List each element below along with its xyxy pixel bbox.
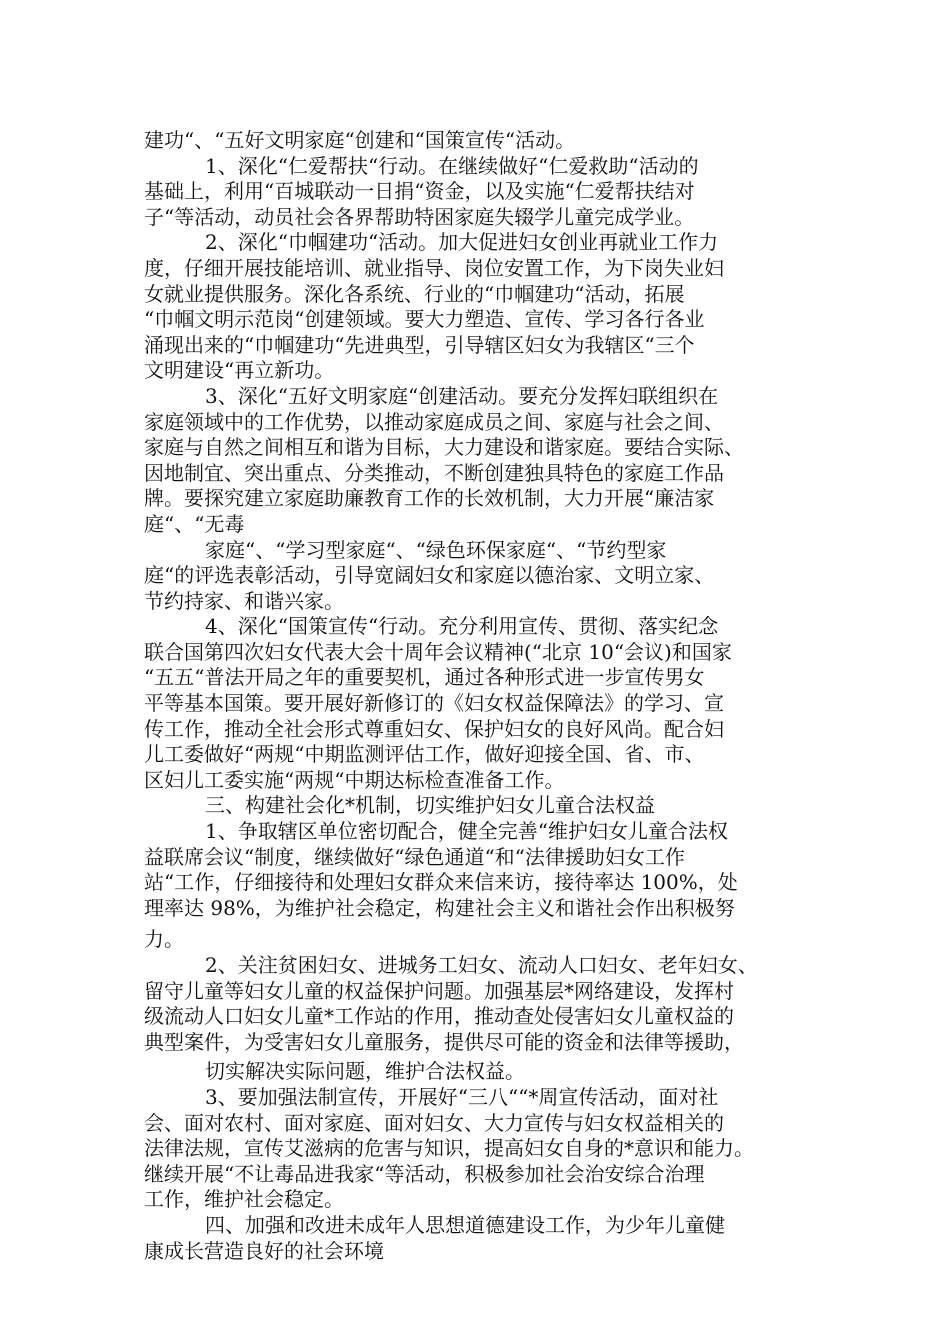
text-line: 因地制宜、突出重点、分类推动，不断创建独具特色的家庭工作品 (144, 460, 724, 485)
text-line: 3、深化“五好文明家庭“创建活动。要充分发挥妇联组织在 (205, 383, 719, 408)
text-line: 益联席会议“制度，继续做好“绿色通道“和“法律援助妇女工作 (144, 844, 685, 869)
text-line: 留守儿童等妇女儿童的权益保护问题。加强基层*网络建设，发挥村 (144, 978, 734, 1003)
text-line: 文明建设“再立新功。 (144, 358, 335, 383)
text-line: 家庭“、“学习型家庭“、“绿色环保家庭“、“节约型家 (205, 537, 667, 562)
text-line: 理率达 98%，为维护社会稳定，构建社会主义和谐社会作出积极努 (144, 895, 735, 920)
text-line: 康成长营造良好的社会环境 (144, 1238, 384, 1263)
text-line: 力。 (144, 927, 184, 952)
text-line: 女就业提供服务。深化各系统、行业的“巾帼建功“活动，拓展 (144, 281, 685, 306)
text-line: 1、深化“仁爱帮扶“行动。在继续做好“仁爱救助“活动的 (205, 153, 699, 178)
text-line: 牌。要探究建立家庭助廉教育工作的长效机制，大力开展“廉洁家 (144, 486, 715, 511)
text-line: 涌现出来的“巾帼建功“先进典型，引导辖区妇女为我辖区“三个 (144, 332, 695, 357)
text-line: 基础上，利用“百城联动一日捐“资金，以及实施“仁爱帮扶结对 (144, 179, 695, 204)
text-line: 继续开展“不让毒品进我家“等活动，积极参加社会治安综合治理 (144, 1161, 705, 1186)
text-line: 传工作，推动全社会形式尊重妇女、保护妇女的良好风尚。配合妇 (144, 716, 724, 741)
text-line: 建功“、“五好文明家庭“创建和“国策宣传“活动。 (144, 128, 576, 152)
text-line: 家庭与自然之间相互和谐为目标，大力建设和谐家庭。要结合实际、 (144, 435, 744, 460)
text-line: 会、面对农村、面对家庭、面对妇女、大力宣传与妇女权益相关的 (144, 1110, 724, 1135)
text-line: 4、深化“国策宣传“行动。充分利用宣传、贯彻、落实纪念 (205, 614, 719, 639)
text-line: 1、争取辖区单位密切配合，健全完善“维护妇女儿童合法权 (205, 819, 728, 844)
text-line: 三、构建社会化*机制，切实维护妇女儿童合法权益 (205, 793, 655, 818)
text-line: 庭“的评选表彰活动，引导宽阔妇女和家庭以德治家、文明立家、 (144, 563, 715, 588)
text-line: “巾帼文明示范岗“创建领域。要大力塑造、宣传、学习各行各业 (144, 307, 705, 332)
text-line: 家庭领域中的工作优势，以推动家庭成员之间、家庭与社会之间、 (144, 409, 724, 434)
text-line: 平等基本国策。要开展好新修订的《妇女权益保障法》的学习、宣 (144, 691, 724, 716)
text-line: 联合国第四次妇女代表大会十周年会议精神(“北京 10“会议)和国家 (144, 639, 732, 664)
text-line: 子“等活动，动员社会各界帮助特困家庭失辍学儿童完成学业。 (144, 204, 695, 229)
text-line: 2、关注贫困妇女、进城务工妇女、流动人口妇女、老年妇女、 (205, 953, 758, 977)
text-line: 工作，维护社会稳定。 (144, 1187, 344, 1212)
text-line: “五五“普法开局之年的重要契机，通过各种形式进一步宣传男女 (144, 665, 705, 690)
document-body (144, 128, 824, 1264)
text-line: 典型案件，为受害妇女儿童服务，提供尽可能的资金和法律等援助， (144, 1029, 744, 1054)
text-line: 节约持家、和谐兴家。 (144, 588, 344, 613)
text-line: 3、要加强法制宣传，开展好“三八““*周宣传活动，面对社 (205, 1084, 719, 1109)
text-line: 站“工作，仔细接待和处理妇女群众来信来访，接待率达 100%，处 (144, 870, 738, 895)
text-line: 庭“、“无毒 (144, 511, 245, 536)
text-line: 级流动人口妇女儿童*工作站的作用，推动查处侵害妇女儿童权益的 (144, 1004, 734, 1029)
text-line: 2、深化“巾帼建功“活动。加大促进妇女创业再就业工作力 (205, 230, 719, 255)
text-line: 儿工委做好“两规“中期监测评估工作，做好迎接全国、省、市、 (144, 742, 705, 767)
text-line: 切实解决实际问题，维护合法权益。 (205, 1059, 525, 1084)
text-line: 度，仔细开展技能培训、就业指导、岗位安置工作，为下岗失业妇 (144, 255, 724, 280)
text-line: 区妇儿工委实施“两规“中期达标检查准备工作。 (144, 767, 565, 792)
text-line: 四、加强和改进未成年人思想道德建设工作，为少年儿童健 (205, 1212, 725, 1237)
text-line: 法律法规，宣传艾滋病的危害与知识，提高妇女自身的*意识和能力。 (144, 1136, 754, 1161)
